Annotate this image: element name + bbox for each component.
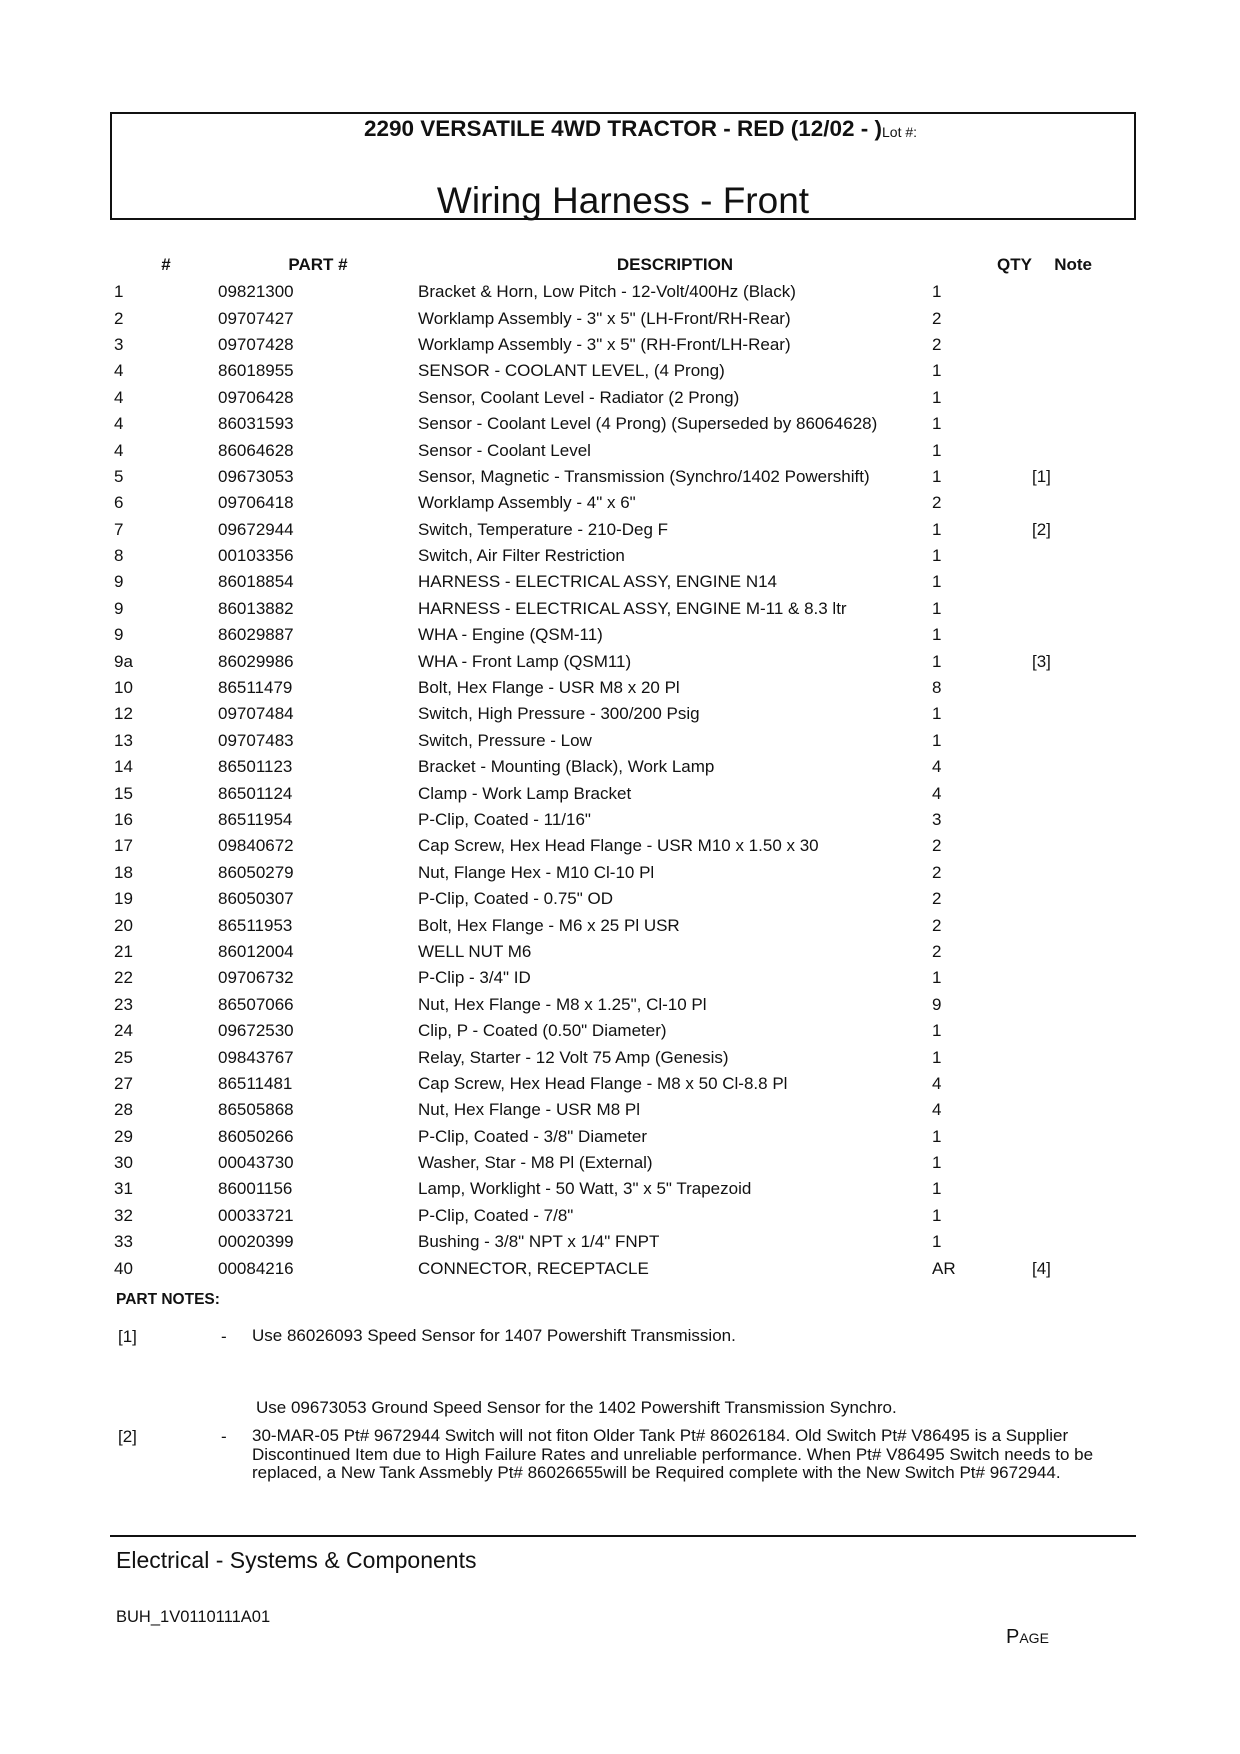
row-num: 13 [114, 730, 133, 750]
table-row [114, 1071, 1092, 1097]
row-part-number: 86511481 [218, 1073, 293, 1093]
row-part-number: 00084216 [218, 1258, 294, 1278]
row-num: 9a [114, 651, 133, 671]
row-qty: 1 [932, 387, 942, 407]
table-row [114, 332, 1092, 358]
row-description: Bolt, Hex Flange - USR M8 x 20 Pl [418, 678, 680, 698]
row-part-number: 86050266 [218, 1126, 294, 1146]
row-qty: 1 [932, 1021, 942, 1041]
row-qty: 2 [932, 862, 942, 882]
row-note: [4] [1032, 1258, 1051, 1278]
row-num: 29 [114, 1126, 133, 1146]
row-num: 20 [114, 915, 133, 935]
row-note [1032, 965, 1092, 991]
row-description: Worklamp Assembly - 4" x 6" [418, 493, 636, 513]
row-qty: 9 [932, 994, 942, 1014]
row-note [1032, 780, 1092, 806]
table-row [114, 411, 1092, 437]
model-title: 2290 VERSATILE 4WD TRACTOR - RED (12/02 - ) [363, 116, 883, 141]
row-part-number: 86511953 [218, 915, 293, 935]
row-part-number: 09672944 [218, 519, 294, 539]
row-qty: 2 [932, 308, 942, 328]
row-qty: 1 [932, 1047, 942, 1067]
table-row [114, 754, 1092, 780]
row-part-number: 86013882 [218, 598, 294, 618]
table-row [114, 1124, 1092, 1150]
row-description: Cap Screw, Hex Head Flange - M8 x 50 Cl-8.8 Pl [418, 1073, 788, 1093]
row-num: 9 [114, 625, 124, 645]
row-qty: 1 [932, 546, 942, 566]
table-row [114, 596, 1092, 622]
row-qty: 1 [932, 1153, 942, 1173]
row-description: HARNESS - ELECTRICAL ASSY, ENGINE N14 [418, 572, 778, 592]
table-row [114, 1229, 1092, 1255]
row-note [1032, 992, 1092, 1018]
row-note [1032, 1097, 1092, 1123]
row-note [1032, 437, 1092, 463]
table-row [114, 992, 1092, 1018]
row-part-number: 09673053 [218, 466, 294, 486]
row-note [1032, 1044, 1092, 1070]
row-note [1032, 728, 1092, 754]
table-row [114, 1150, 1092, 1176]
row-note [1032, 543, 1092, 569]
row-description: Nut, Hex Flange - M8 x 1.25", Cl-10 Pl [418, 994, 707, 1014]
table-row [114, 1255, 1092, 1281]
row-part-number: 09707483 [218, 730, 294, 750]
row-note [1032, 1150, 1092, 1176]
row-description: Sensor - Coolant Level (4 Prong) (Superseded by 86064628) [418, 414, 878, 434]
row-qty: 4 [932, 783, 942, 803]
row-qty: 1 [932, 704, 942, 724]
row-num: 3 [114, 334, 124, 354]
row-description: Relay, Starter - 12 Volt 75 Amp (Genesis) [418, 1047, 729, 1067]
table-row [114, 305, 1092, 331]
row-num: 16 [114, 810, 133, 829]
table-row [114, 912, 1092, 938]
parts-table-body [114, 279, 1092, 1282]
row-num: 7 [114, 519, 124, 539]
row-note [1032, 754, 1092, 780]
row-note [1032, 860, 1092, 886]
row-qty: 1 [932, 572, 942, 592]
row-description: Washer, Star - M8 Pl (External) [418, 1153, 653, 1173]
header-description: DESCRIPTION [616, 255, 734, 274]
row-description: P-Clip, Coated - 7/8" [418, 1205, 574, 1225]
table-row [114, 517, 1092, 543]
row-part-number: 86018854 [218, 572, 294, 592]
row-description: Cap Screw, Hex Head Flange - USR M10 x 1.50 x 30 [418, 836, 819, 856]
row-description: Worklamp Assembly - 3" x 5" (RH-Front/LH-Rear) [418, 334, 791, 354]
row-description: Nut, Hex Flange - USR M8 Pl [418, 1100, 641, 1120]
table-row [114, 543, 1092, 569]
row-num: 22 [114, 968, 133, 988]
row-num: 1 [114, 282, 124, 302]
row-num: 28 [114, 1100, 133, 1120]
row-part-number: 86507066 [218, 994, 294, 1014]
section-title: Wiring Harness - Front [436, 180, 810, 221]
row-description: CONNECTOR, RECEPTACLE [418, 1258, 649, 1278]
table-row [114, 701, 1092, 727]
row-note [1032, 279, 1092, 305]
row-num: 40 [114, 1258, 133, 1278]
row-qty: 2 [932, 889, 942, 909]
table-row [114, 385, 1092, 411]
row-description: Sensor, Magnetic - Transmission (Synchro/1402 Powershift) [418, 466, 870, 486]
row-part-number: 09707484 [218, 704, 294, 724]
row-description: Switch, Air Filter Restriction [418, 546, 625, 566]
row-qty: 1 [932, 1179, 942, 1199]
table-row [114, 437, 1092, 463]
row-part-number: 86501123 [218, 757, 293, 777]
row-part-number: 09706428 [218, 387, 294, 407]
table-row [114, 675, 1092, 701]
table-row [114, 1097, 1092, 1123]
row-note [1032, 807, 1092, 833]
row-note [1032, 596, 1092, 622]
table-row [114, 833, 1092, 859]
row-num: 21 [114, 941, 133, 961]
row-part-number: 86064628 [218, 440, 294, 460]
row-num: 9 [114, 598, 124, 618]
row-description: Switch, Temperature - 210-Deg F [418, 519, 669, 539]
row-num: 14 [114, 757, 133, 777]
row-note [1032, 701, 1092, 727]
row-qty: 1 [932, 625, 942, 645]
row-num: 2 [114, 308, 124, 328]
row-num: 4 [114, 414, 124, 434]
row-description: WHA - Engine (QSM-11) [418, 625, 603, 645]
header-qty: QTY [997, 255, 1032, 274]
row-part-number: 86511954 [218, 810, 293, 829]
row-qty: 1 [932, 651, 942, 671]
row-description: HARNESS - ELECTRICAL ASSY, ENGINE M-11 & 8.3 ltr [418, 598, 847, 618]
row-description: Sensor, Coolant Level - Radiator (2 Prong) [418, 387, 740, 407]
row-qty: 8 [932, 678, 942, 698]
row-num: 31 [114, 1179, 133, 1199]
row-num: 10 [114, 678, 133, 698]
row-note [1032, 332, 1092, 358]
row-qty: 1 [932, 466, 942, 486]
row-description: P-Clip, Coated - 11/16" [418, 810, 591, 829]
row-note [1032, 305, 1092, 331]
footer-section-title: Electrical - Systems & Components [116, 1547, 477, 1573]
row-description: Nut, Flange Hex - M10 Cl-10 Pl [418, 862, 655, 882]
table-row [114, 622, 1092, 648]
note-extra-line: Use 09673053 Ground Speed Sensor for the 1402 Powershift Transmission Synchro. [256, 1398, 897, 1417]
row-description: Clip, P - Coated (0.50" Diameter) [418, 1021, 667, 1041]
row-num: 30 [114, 1153, 133, 1173]
row-part-number: 09840672 [218, 836, 294, 856]
lot-label: Lot #: [882, 124, 918, 140]
row-description: Switch, Pressure - Low [418, 730, 592, 750]
note-2-ref: [2] [118, 1427, 137, 1446]
row-part-number: 00020399 [218, 1232, 294, 1252]
row-description: Lamp, Worklight - 50 Watt, 3" x 5" Trapezoid [418, 1179, 752, 1199]
row-qty: 4 [932, 1073, 942, 1093]
row-num: 12 [114, 704, 133, 724]
table-row [114, 860, 1092, 886]
part-notes-heading: PART NOTES: [116, 1291, 220, 1308]
table-row [114, 939, 1092, 965]
row-description: SENSOR - COOLANT LEVEL, (4 Prong) [418, 361, 725, 381]
row-part-number: 09707428 [218, 334, 294, 354]
row-description: WHA - Front Lamp (QSM11) [418, 651, 632, 671]
header-num: # [161, 255, 171, 274]
note-2-text: 30-MAR-05 Pt# 9672944 Switch will not fiton Older Tank Pt# 86026184. Old Switch Pt# V86495 is a Supplier Discontinued Item due to High Failure Rates and unreliable performance. When Pt# V86495 Switch needs to be replaced, a New Tank Assmebly Pt# 86026655will be Required complete with the New Switch Pt# 9672944. [252, 1426, 1094, 1482]
row-qty: 2 [932, 836, 942, 856]
table-row [114, 807, 1092, 833]
row-note [1032, 569, 1092, 595]
table-row [114, 1044, 1092, 1070]
row-qty: 1 [932, 282, 942, 302]
row-note: [3] [1032, 651, 1051, 671]
row-note [1032, 939, 1092, 965]
row-num: 6 [114, 493, 124, 513]
row-part-number: 09706418 [218, 493, 294, 513]
row-qty: 4 [932, 757, 942, 777]
row-qty: AR [932, 1258, 956, 1278]
row-qty: 1 [932, 414, 942, 434]
row-qty: 2 [932, 334, 942, 354]
footer-rule [110, 1535, 1136, 1537]
row-part-number: 00103356 [218, 546, 294, 566]
row-num: 19 [114, 889, 133, 909]
row-part-number: 86511479 [218, 678, 293, 698]
row-part-number: 00043730 [218, 1153, 294, 1173]
row-note [1032, 1018, 1092, 1044]
row-num: 32 [114, 1205, 133, 1225]
row-num: 33 [114, 1232, 133, 1252]
row-description: P-Clip, Coated - 3/8" Diameter [418, 1126, 648, 1146]
table-row [114, 569, 1092, 595]
row-description: WELL NUT M6 [418, 941, 532, 961]
row-qty: 1 [932, 968, 942, 988]
document-code: BUH_1V0110111A01 [116, 1608, 271, 1626]
table-header-row [114, 251, 1092, 279]
row-num: 4 [114, 361, 124, 381]
row-description: Switch, High Pressure - 300/200 Psig [418, 704, 700, 724]
row-part-number: 86029887 [218, 625, 294, 645]
row-note [1032, 675, 1092, 701]
row-num: 15 [114, 783, 133, 803]
row-part-number: 86029986 [218, 651, 294, 671]
row-note [1032, 1176, 1092, 1202]
page-label: Page [1006, 1626, 1049, 1648]
row-qty: 2 [932, 493, 942, 513]
row-num: 23 [114, 994, 133, 1014]
row-qty: 1 [932, 1232, 942, 1252]
note-1-text: Use 86026093 Speed Sensor for 1407 Powershift Transmission. [252, 1326, 736, 1345]
row-note [1032, 833, 1092, 859]
row-num: 9 [114, 572, 124, 592]
row-qty: 1 [932, 361, 942, 381]
row-qty: 1 [932, 519, 942, 539]
row-qty: 2 [932, 941, 942, 961]
table-row [114, 886, 1092, 912]
table-row [114, 1203, 1092, 1229]
row-qty: 4 [932, 1100, 942, 1120]
header-note: Note [1054, 255, 1092, 274]
row-num: 4 [114, 440, 124, 460]
row-qty: 1 [932, 1205, 942, 1225]
row-part-number: 86050307 [218, 889, 294, 909]
row-description: P-Clip, Coated - 0.75" OD [418, 889, 614, 909]
table-row [114, 965, 1092, 991]
row-part-number: 09706732 [218, 968, 294, 988]
row-description: Bushing - 3/8" NPT x 1/4" FNPT [418, 1232, 660, 1252]
row-part-number: 86501124 [218, 783, 293, 803]
row-part-number: 86001156 [218, 1179, 293, 1199]
row-note [1032, 1229, 1092, 1255]
row-qty: 1 [932, 1126, 942, 1146]
row-note: [1] [1032, 466, 1051, 486]
row-note [1032, 886, 1092, 912]
row-note [1032, 358, 1092, 384]
parts-table [114, 251, 1092, 1282]
note-1-dash: - [221, 1327, 227, 1346]
row-num: 17 [114, 836, 133, 856]
row-part-number: 86505868 [218, 1100, 294, 1120]
row-part-number: 86031593 [218, 414, 294, 434]
table-row [114, 780, 1092, 806]
row-note [1032, 1071, 1092, 1097]
header-part: PART # [288, 255, 348, 274]
row-note [1032, 385, 1092, 411]
row-num: 4 [114, 387, 124, 407]
table-row [114, 648, 1092, 674]
row-note [1032, 411, 1092, 437]
row-part-number: 09821300 [218, 282, 294, 302]
row-part-number: 86012004 [218, 941, 294, 961]
row-part-number: 09672530 [218, 1021, 294, 1041]
row-description: Bolt, Hex Flange - M6 x 25 Pl USR [418, 915, 680, 935]
row-part-number: 86050279 [218, 862, 294, 882]
row-num: 18 [114, 862, 133, 882]
row-qty: 1 [932, 730, 942, 750]
row-note [1032, 912, 1092, 938]
table-row [114, 279, 1092, 305]
row-num: 25 [114, 1047, 133, 1067]
table-row [114, 728, 1092, 754]
row-num: 5 [114, 466, 124, 486]
row-part-number: 86018955 [218, 361, 294, 381]
row-note [1032, 1203, 1092, 1229]
table-row [114, 490, 1092, 516]
row-part-number: 09843767 [218, 1047, 294, 1067]
row-description: Worklamp Assembly - 3" x 5" (LH-Front/RH-Rear) [418, 308, 791, 328]
row-description: Sensor - Coolant Level [418, 440, 591, 460]
row-description: P-Clip - 3/4" ID [418, 968, 531, 988]
table-row [114, 1018, 1092, 1044]
row-note [1032, 490, 1092, 516]
table-row [114, 464, 1092, 490]
row-num: 27 [114, 1073, 133, 1093]
row-qty: 1 [932, 440, 942, 460]
title-box [110, 112, 1136, 220]
note-1-ref: [1] [118, 1327, 137, 1346]
table-row [114, 1176, 1092, 1202]
row-num: 8 [114, 546, 124, 566]
row-part-number: 00033721 [218, 1205, 294, 1225]
row-num: 24 [114, 1021, 133, 1041]
row-description: Bracket & Horn, Low Pitch - 12-Volt/400Hz (Black) [418, 282, 796, 302]
row-qty: 1 [932, 598, 942, 618]
row-part-number: 09707427 [218, 308, 294, 328]
row-note [1032, 1124, 1092, 1150]
row-note [1032, 622, 1092, 648]
row-qty: 3 [932, 810, 942, 829]
row-qty: 2 [932, 915, 942, 935]
row-description: Clamp - Work Lamp Bracket [418, 783, 632, 803]
row-description: Bracket - Mounting (Black), Work Lamp [418, 757, 715, 777]
note-2-dash: - [221, 1427, 227, 1446]
table-row [114, 358, 1092, 384]
row-note: [2] [1032, 519, 1051, 539]
